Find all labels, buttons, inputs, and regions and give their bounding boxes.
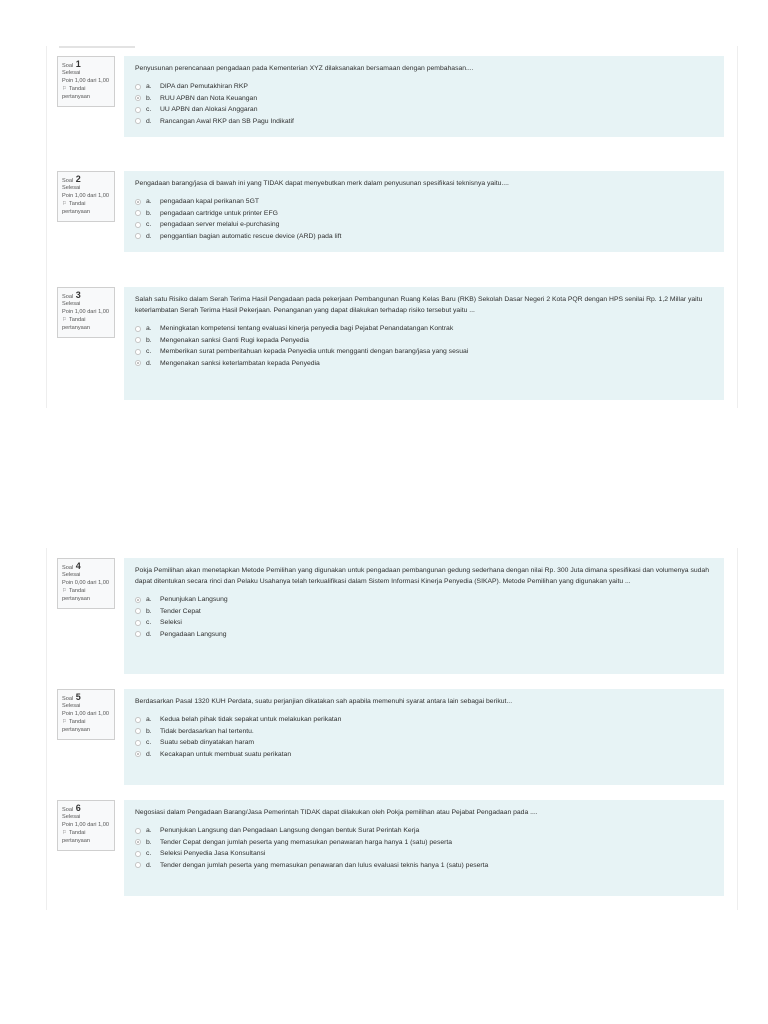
question-label: Soal (62, 178, 74, 184)
flag-question-label: Tandai pertanyaan (62, 830, 90, 844)
option-letter: d. (146, 750, 152, 758)
option-text: Mengenakan sanksi keterlambatan kepada Penyedia (160, 359, 320, 367)
flag-icon: ⚐ (62, 317, 68, 324)
option-text: penggantian bagian automatic rescue device (ARD) pada lift (160, 232, 342, 240)
radio-button[interactable] (135, 118, 141, 124)
answer-option[interactable] (135, 629, 714, 641)
answer-option[interactable] (135, 714, 714, 726)
flag-question-button[interactable] (62, 317, 110, 332)
flag-icon: ⚐ (62, 719, 68, 726)
option-letter: b. (146, 607, 152, 615)
answer-option[interactable] (135, 594, 714, 606)
answer-option[interactable] (135, 749, 714, 761)
radio-button[interactable] (135, 740, 141, 746)
answer-option[interactable] (135, 737, 714, 749)
answer-option[interactable] (135, 104, 714, 116)
option-text: Kedua belah pihak tidak sepakat untuk melakukan perikatan (160, 716, 342, 724)
question-state: Selesai (62, 703, 81, 710)
question-text: Penyusunan perencanaan pengadaan pada Kementerian XYZ dilaksanakan bersamaan dengan pembahasan.... (135, 65, 474, 72)
question-content (124, 287, 724, 400)
question-state: Selesai (62, 301, 81, 308)
option-letter: d. (146, 630, 152, 638)
option-text: Tender dengan jumlah peserta yang memasukan penawaran dan lulus evaluasi teknis hanya 1 (satu) peserta (160, 861, 489, 869)
answer-option[interactable] (135, 335, 714, 347)
radio-button[interactable] (135, 851, 141, 857)
option-letter: c. (146, 221, 152, 229)
radio-button[interactable] (135, 631, 141, 637)
answer-option[interactable] (135, 231, 714, 243)
radio-button[interactable] (135, 107, 141, 113)
answer-option[interactable] (135, 825, 714, 837)
option-letter: a. (146, 198, 152, 206)
option-text: Seleksi Penyedia Jasa Konsultansi (160, 850, 266, 858)
option-text: Penunjukan Langsung dan Pengadaan Langsung dengan bentuk Surat Perintah Kerja (160, 827, 420, 835)
question-marks: Poin 0,00 dari 1,00 (62, 579, 109, 586)
radio-button[interactable] (135, 326, 141, 332)
flag-question-label: Tandai pertanyaan (62, 201, 90, 215)
option-letter: c. (146, 106, 152, 114)
option-letter: a. (146, 596, 152, 604)
option-text: Meningkatan kompetensi tentang evaluasi kinerja penyedia bagi Pejabat Penandatangan Kontrak (160, 325, 454, 333)
flag-question-button[interactable] (62, 201, 110, 216)
question-state: Selesai (62, 814, 81, 821)
question-label: Soal (62, 565, 74, 571)
question-text: Berdasarkan Pasal 1320 KUH Perdata, suatu perjanjian dikatakan sah apabila memenuhi syarat antara lain sebagai berikut... (135, 698, 513, 705)
option-text: Kecakapan untuk membuat suatu perikatan (160, 750, 292, 758)
answer-list (135, 714, 714, 760)
option-letter: b. (146, 336, 152, 344)
radio-button[interactable] (135, 728, 141, 734)
flag-question-button[interactable] (62, 830, 110, 845)
question-marks: Poin 1,00 dari 1,00 (62, 77, 109, 84)
question-state: Selesai (62, 185, 81, 192)
question-marks: Poin 1,00 dari 1,00 (62, 821, 109, 828)
radio-button[interactable] (135, 597, 141, 603)
answer-list (135, 81, 714, 127)
answer-list (135, 594, 714, 640)
flag-question-label: Tandai pertanyaan (62, 317, 90, 331)
question-info (57, 558, 115, 609)
question-text: Pokja Pemilihan akan menetapkan Metode Pemilihan yang digunakan untuk pengadaan pembangunan gedung sederhana dengan nilai Rp. 300 Juta dimana spesifikasi dan volumenya sudah dapat ditentukan secara rinci dan Pelaku Usahanya telah terkualifikasi dalam Sistem Informasi Kinerja Penyedia (SIKAP). Metode Pemilihan yang digunakan yaitu ... (135, 567, 709, 585)
answer-option[interactable] (135, 606, 714, 618)
question-number: 3 (75, 290, 81, 300)
question-content (124, 171, 724, 252)
option-letter: c. (146, 348, 152, 356)
question-number: 2 (75, 174, 81, 184)
answer-option[interactable] (135, 726, 714, 738)
radio-button[interactable] (135, 337, 141, 343)
option-letter: c. (146, 619, 152, 627)
radio-button[interactable] (135, 349, 141, 355)
radio-button[interactable] (135, 862, 141, 868)
answer-option[interactable] (135, 116, 714, 128)
option-text: Memberikan surat pemberitahuan kepada Penyedia untuk mengganti dengan barang/jasa yang sesuai (160, 348, 469, 356)
option-text: Tidak berdasarkan hal tertentu. (160, 727, 254, 735)
question-info (57, 171, 115, 222)
question-info (57, 689, 115, 740)
radio-button[interactable] (135, 360, 141, 366)
option-letter: d. (146, 117, 152, 125)
question-text: Pengadaan barang/jasa di bawah ini yang TIDAK dapat menyebutkan merk dalam penyusunan spesifikasi teknisnya yaitu.... (135, 180, 509, 187)
flag-question-button[interactable] (62, 588, 110, 603)
option-text: UU APBN dan Alokasi Anggaran (160, 106, 258, 114)
option-letter: a. (146, 83, 152, 91)
answer-list (135, 825, 714, 871)
question-info (57, 287, 115, 338)
answer-option[interactable] (135, 617, 714, 629)
flag-question-button[interactable] (62, 719, 110, 734)
radio-button[interactable] (135, 222, 141, 228)
question-content (124, 689, 724, 785)
option-text: RUU APBN dan Nota Keuangan (160, 94, 258, 102)
page-section-2 (46, 548, 738, 910)
radio-button[interactable] (135, 717, 141, 723)
question-info (57, 56, 115, 107)
question-state: Selesai (62, 572, 81, 579)
option-letter: b. (146, 838, 152, 846)
radio-button[interactable] (135, 84, 141, 90)
question-number: 4 (75, 561, 81, 571)
answer-option[interactable] (135, 848, 714, 860)
option-letter: d. (146, 232, 152, 240)
answer-option[interactable] (135, 196, 714, 208)
page-section-1 (46, 46, 738, 408)
option-letter: a. (146, 325, 152, 333)
flag-question-button[interactable] (62, 86, 110, 101)
flag-question-label: Tandai pertanyaan (62, 86, 90, 100)
radio-button[interactable] (135, 828, 141, 834)
answer-option[interactable] (135, 358, 714, 370)
question-text: Salah satu Risiko dalam Serah Terima Hasil Pengadaan pada pekerjaan Pembangunan Ruang Kelas Baru (RKB) Sekolah Dasar Negeri 2 Kota PQR dengan HPS senilai Rp. 1,2 Millar yaitu keterlambatan Serah Terima Hasil Pekerjaan. Penanganan yang dapat dilakukan terhadap risiko tersebut yaitu ... (135, 296, 703, 314)
flag-icon: ⚐ (62, 830, 68, 837)
question-number: 1 (75, 59, 81, 69)
option-letter: a. (146, 716, 152, 724)
answer-option[interactable] (135, 208, 714, 220)
question-content (124, 56, 724, 137)
question-text: Negosiasi dalam Pengadaan Barang/Jasa Pemerintah TIDAK dapat dilakukan oleh Pokja pemilihan atau Pejabat Pengadaan pada .... (135, 809, 538, 816)
option-letter: c. (146, 850, 152, 858)
radio-button[interactable] (135, 608, 141, 614)
option-text: pengadaan server melalui e-purchasing (160, 221, 280, 229)
option-text: Seleksi (160, 619, 182, 627)
flag-icon: ⚐ (62, 588, 68, 595)
question-marks: Poin 1,00 dari 1,00 (62, 192, 109, 199)
option-text: Tender Cepat (160, 607, 201, 615)
option-letter: d. (146, 359, 152, 367)
question-info (57, 800, 115, 851)
option-text: Suatu sebab dinyatakan haram (160, 739, 255, 747)
question-label: Soal (62, 63, 74, 69)
question-content (124, 558, 724, 674)
option-text: pengadaan cartridge untuk printer EFG (160, 209, 278, 217)
option-text: Pengadaan Langsung (160, 630, 227, 638)
question-number: 6 (75, 803, 81, 813)
answer-option[interactable] (135, 81, 714, 93)
radio-button[interactable] (135, 620, 141, 626)
answer-list (135, 323, 714, 369)
option-letter: b. (146, 94, 152, 102)
flag-icon: ⚐ (62, 86, 68, 93)
answer-option[interactable] (135, 346, 714, 358)
option-letter: c. (146, 739, 152, 747)
answer-option[interactable] (135, 860, 714, 872)
question-marks: Poin 1,00 dari 1,00 (62, 710, 109, 717)
question-label: Soal (62, 807, 74, 813)
radio-button[interactable] (135, 210, 141, 216)
option-text: Rancangan Awal RKP dan SB Pagu Indikatif (160, 117, 294, 125)
option-text: Mengenakan sanksi Ganti Rugi kepada Penyedia (160, 336, 309, 344)
radio-button[interactable] (135, 95, 141, 101)
radio-button[interactable] (135, 199, 141, 205)
question-marks: Poin 1,00 dari 1,00 (62, 308, 109, 315)
option-text: DIPA dan Pemutakhiran RKP (160, 83, 248, 91)
flag-question-label: Tandai pertanyaan (62, 588, 90, 602)
radio-button[interactable] (135, 839, 141, 845)
answer-option[interactable] (135, 837, 714, 849)
question-label: Soal (62, 696, 74, 702)
answer-option[interactable] (135, 323, 714, 335)
option-text: Penunjukan Langsung (160, 596, 228, 604)
option-letter: d. (146, 861, 152, 869)
radio-button[interactable] (135, 751, 141, 757)
option-text: pengadaan kapal perikanan 5GT (160, 198, 260, 206)
option-text: Tender Cepat dengan jumlah peserta yang memasukan penawaran harga hanya 1 (satu) peserta (160, 838, 453, 846)
question-content (124, 800, 724, 896)
answer-list (135, 196, 714, 242)
flag-question-label: Tandai pertanyaan (62, 719, 90, 733)
option-letter: b. (146, 209, 152, 217)
question-number: 5 (75, 692, 81, 702)
option-letter: b. (146, 727, 152, 735)
question-state: Selesai (62, 70, 81, 77)
divider (59, 46, 135, 48)
flag-icon: ⚐ (62, 201, 68, 208)
option-letter: a. (146, 827, 152, 835)
question-label: Soal (62, 294, 74, 300)
answer-option[interactable] (135, 93, 714, 105)
radio-button[interactable] (135, 233, 141, 239)
answer-option[interactable] (135, 219, 714, 231)
